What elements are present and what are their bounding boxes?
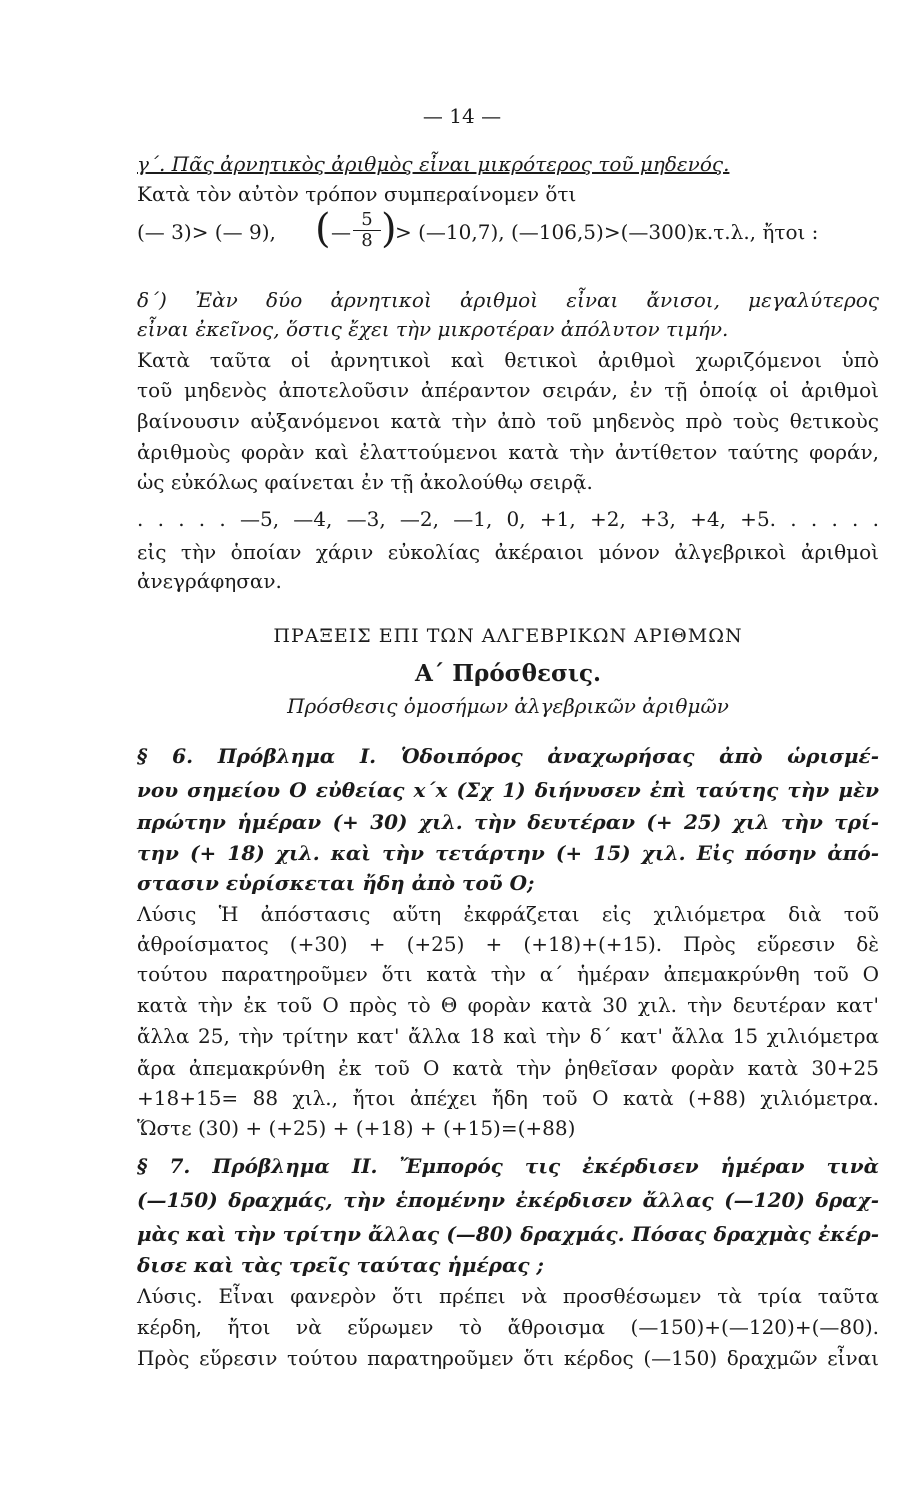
fraction-numerator: 5 bbox=[353, 210, 381, 231]
solution-1-line: κατὰ τὴν ἐκ τοῦ Ο πρὸς τὸ Θ φορὰν κατὰ 30 χιλ. τὴν δευτέραν κατ' bbox=[137, 993, 879, 1017]
problem-1-line: § 6. Πρόβλημα Ι. Ὁδοιπόρος ἀναχωρήσας ἀπὸ ὡρισμέ- bbox=[137, 744, 879, 768]
problem-1-line: στασιν εὑρίσκεται ἤδη ἀπὸ τοῦ Ο; bbox=[137, 871, 535, 895]
text-line: Κατὰ τὸν αὐτὸν τρόπον συμπεραίνομεν ὅτι bbox=[137, 182, 577, 206]
solution-1-result: Ὥστε (30) + (+25) + (+18) + (+15)=(+88) bbox=[137, 1116, 576, 1140]
fraction bbox=[353, 210, 381, 251]
section-heading: ΠΡΑΞΕΙΣ ΕΠΙ ΤΩΝ ΑΛΓΕΒΡΙΚΩΝ ΑΡΙΘΜΩΝ bbox=[273, 625, 743, 647]
text-line: ὡς εὐκόλως φαίνεται ἐν τῇ ἀκολούθῳ σειρᾷ. bbox=[137, 470, 593, 494]
problem-2-line: μὰς καὶ τὴν τρίτην ἄλλας (—80) δραχμάς. Πόσας δραχμὰς ἐκέρ- bbox=[137, 1222, 879, 1246]
problem-1-line: την (+ 18) χιλ. καὶ τὴν τετάρτην (+ 15) χιλ. Εἰς πόσην ἀπό- bbox=[137, 841, 879, 865]
number-series: . . . . . —5, —4, —3, —2, —1, 0, +1, +2, +3, +4, +5. . . . . . bbox=[137, 507, 879, 531]
text-line: εἰς τὴν ὁποίαν χάριν εὐκολίας ἀκέραιοι μόνον ἀλγεβρικοὶ ἀριθμοὶ bbox=[137, 540, 879, 564]
problem-2-line: § 7. Πρόβλημα ΙΙ. Ἔμπορός τις ἐκέρδισεν ἡμέραν τινὰ bbox=[137, 1154, 879, 1178]
solution-1-line: ἄλλα 25, τὴν τρίτην κατ' ἄλλα 18 καὶ τὴν δ΄ κατ' ἄλλα 15 χιλιόμετρα bbox=[137, 1024, 879, 1048]
text-line: ἀριθμοὺς φορὰν καὶ ἐλαττούμενοι κατὰ τὴν ἀντίθετον ταύτης φοράν, bbox=[137, 440, 879, 464]
solution-1-line: ἄρα ἀπεμακρύνθη ἐκ τοῦ Ο κατὰ τὴν ῥηθεῖσαν φορὰν κατὰ 30+25 bbox=[137, 1056, 879, 1080]
subsection-heading: Α΄ Πρόσθεσις. bbox=[414, 660, 602, 687]
solution-2-line: Πρὸς εὕρεσιν τούτου παρατηροῦμεν ὅτι κέρδος (—150) δραχμῶν εἶναι bbox=[137, 1346, 879, 1370]
text-line: ἀνεγράφησαν. bbox=[137, 569, 282, 593]
page-number: — 14 — bbox=[422, 104, 502, 128]
topic-heading: Πρόσθεσις ὁμοσήμων ἀλγεβρικῶν ἀριθμῶν bbox=[287, 694, 729, 718]
solution-2-line: Λύσις. Εἶναι φανερὸν ὅτι πρέπει νὰ προσθέσωμεν τὰ τρία ταῦτα bbox=[137, 1284, 879, 1308]
right-paren: ) bbox=[381, 206, 397, 252]
problem-1-line: πρώτην ἡμέραν (+ 30) χιλ. τὴν δευτέραν (+ 25) χιλ τὴν τρί- bbox=[137, 810, 879, 834]
inequality-line bbox=[137, 206, 879, 256]
inequality-part-1: (— 3)> (— 9), bbox=[137, 220, 276, 244]
solution-1-line: ἀθροίσματος (+30) + (+25) + (+18)+(+15). Πρὸς εὕρεσιν δὲ bbox=[137, 932, 879, 956]
problem-1-line: νου σημείου Ο εὐθείας x΄x (Σχ 1) διήνυσεν ἐπὶ ταύτης τὴν μὲν bbox=[137, 778, 879, 802]
statement-delta-cont: εἶναι ἐκεῖνος, ὅστις ἔχει τὴν μικροτέραν ἀπόλυτον τιμήν. bbox=[137, 317, 729, 341]
left-paren: ( bbox=[315, 206, 331, 252]
statement-gamma: γ΄. Πᾶς ἀρνητικὸς ἀριθμὸς εἶναι μικρότερος τοῦ μηδενός. bbox=[137, 152, 730, 176]
solution-2-line: κέρδη, ἤτοι νὰ εὕρωμεν τὸ ἄθροισμα (—150)+(—120)+(—80). bbox=[137, 1315, 879, 1339]
problem-2-line: δισε καὶ τὰς τρεῖς ταύτας ἡμέρας ; bbox=[137, 1253, 544, 1277]
solution-1-line: +18+15= 88 χιλ., ἤτοι ἀπέχει ἤδη τοῦ Ο κατὰ (+88) χιλιόμετρα. bbox=[137, 1086, 879, 1110]
inequality-part-2: > (—10,7), (—106,5)>(—300)κ.τ.λ., ἤτοι : bbox=[395, 220, 819, 244]
text-line: τοῦ μηδενὸς ἀποτελοῦσιν ἀπέραντον σειράν, ἐν τῇ ὁποίᾳ οἱ ἀριθμοὶ bbox=[137, 378, 879, 402]
fraction-denominator: 8 bbox=[361, 230, 373, 251]
statement-delta: δ΄) Ἐὰν δύο ἀρνητικοὶ ἀριθμοὶ εἶναι ἄνισοι, μεγαλύτερος bbox=[137, 288, 879, 312]
text-line: Κατὰ ταῦτα οἱ ἀρνητικοὶ καὶ θετικοὶ ἀριθμοὶ χωριζόμενοι ὑπὸ bbox=[137, 348, 879, 372]
text-line: βαίνουσιν αὐξανόμενοι κατὰ τὴν ἀπὸ τοῦ μηδενὸς πρὸ τοὺς θετικοὺς bbox=[137, 409, 879, 433]
problem-2-line: (—150) δραχμάς, τὴν ἑπομένην ἐκέρδισεν ἄλλας (—120) δραχ- bbox=[137, 1188, 879, 1212]
solution-1-line: Λύσις Ἡ ἀπόστασις αὕτη ἐκφράζεται εἰς χιλιόμετρα διὰ τοῦ bbox=[137, 902, 879, 926]
solution-1-line: τούτου παρατηροῦμεν ὅτι κατὰ τὴν α΄ ἡμέραν ἀπεμακρύνθη τοῦ Ο bbox=[137, 962, 879, 986]
minus-sign: — bbox=[331, 220, 351, 244]
